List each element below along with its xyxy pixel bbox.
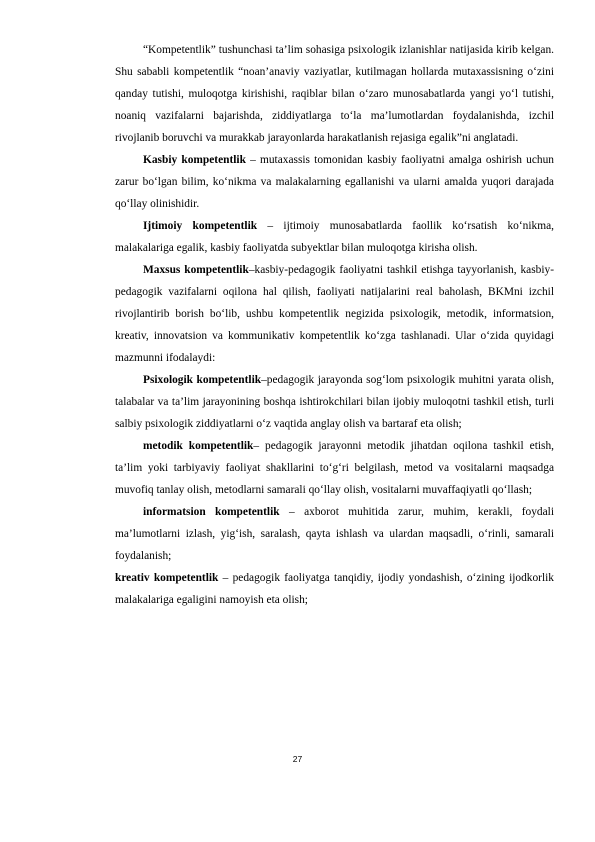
paragraph-kompetentlik-intro	[115, 39, 554, 149]
page-number: 27	[292, 754, 303, 764]
paragraph-text: –pedagogik jarayonda sog‘lom psixologik muhitni yarata olish, talabalar va ta’lim jarayonining boshqa ishtirokchilari bilan ijobiy muloqotni tashkil etish, turli salbiy psixologik ziddiyatlarni o‘z vaqtida anglay olish va bartaraf eta olish;	[115, 374, 554, 430]
paragraph-psixologik-kompetentlik	[115, 369, 554, 435]
term-metodik-kompetentlik: metodik kompetentlik	[143, 440, 254, 452]
paragraph-text: – pedagogik faoliyatga tanqidiy, ijodiy yondashish, o‘zining ijodkorlik malakalariga egaligini namoyish eta olish;	[115, 572, 554, 606]
paragraph-text: – axborot muhitida zarur, muhim, kerakli, foydali ma’lumotlarni izlash, yig‘ish, saralash, qayta ishlash va ulardan maqsadli, o‘rinli, samarali foydalanish;	[115, 506, 554, 562]
paragraph-maxsus-kompetentlik	[115, 259, 554, 369]
paragraph-kasbiy-kompetentlik	[115, 149, 554, 215]
paragraph-ijtimoiy-kompetentlik	[115, 215, 554, 259]
paragraph-text: – ijtimoiy munosabatlarda faollik ko‘rsatish ko‘nikma, malakalariga egalik, kasbiy faoliyatda subyektlar bilan muloqotga kirisha olish.	[115, 220, 554, 254]
paragraph-text: –kasbiy-pedagogik faoliyatni tashkil etishga tayyorlanish, kasbiy-pedagogik vazifalarni oqilona hal qilish, faoliyati natijalarini real baholash, BKMni izchil rivojlantirib borish bo‘lib, ushbu kompetentlik negizida psixologik, metodik, informatsion, kreativ, innovatsion va kommunikativ kompetentlik ko‘zga tashlanadi. Ular o‘zida quyidagi mazmunni ifodalaydi:	[115, 264, 555, 364]
term-kasbiy-kompetentlik: Kasbiy kompetentlik	[143, 154, 246, 166]
term-psixologik-kompetentlik: Psixologik kompetentlik	[143, 374, 262, 386]
paragraph-text: – mutaxassis tomonidan kasbiy faoliyatni amalga oshirish uchun zarur bo‘lgan bilim, ko‘nikma va malakalarning egallanishi va ularni amalda yuqori darajada qo‘llay olinishidir.	[115, 154, 554, 210]
paragraph-metodik-kompetentlik	[115, 435, 554, 501]
page-body	[115, 39, 554, 611]
paragraph-text: “Kompetentlik” tushunchasi ta’lim sohasiga psixologik izlanishlar natijasida kirib kelgan. Shu sababli kompetentlik “noan’anaviy vaziyatlar, kutilmagan hollarda mutaxassisning o‘zini qanday tutishi, muloqotga kirishishi, raqiblar bilan o‘zaro munosabatlarda yangi yo‘l tutishi, noaniq vazifalarni bajarishda, ziddiyatlarga to‘la ma’lumotlardan foydalanishda, izchil rivojlanib boruvchi va murakkab jarayonlarda harakatlanish rejasiga egalik”ni anglatadi.	[115, 44, 554, 144]
paragraph-informatsion-kompetentlik	[115, 501, 554, 567]
term-maxsus-kompetentlik: Maxsus kompetentlik	[143, 264, 249, 276]
term-informatsion-kompetentlik: informatsion kompetentlik	[143, 506, 280, 518]
term-ijtimoiy-kompetentlik: Ijtimoiy kompetentlik	[143, 220, 258, 232]
paragraph-text: – pedagogik jarayonni metodik jihatdan oqilona tashkil etish, ta’lim yoki tarbiyaviy faoliyat shakllarini to‘g‘ri belgilash, metod va vositalarni maqsadga muvofiq tanlay olish, metodlarni samarali qo‘llay olish, vositalarni muvaffaqiyatli qo‘llash;	[115, 440, 555, 496]
paragraph-kreativ-kompetentlik	[115, 567, 554, 611]
term-kreativ-kompetentlik: kreativ kompetentlik	[115, 572, 219, 584]
